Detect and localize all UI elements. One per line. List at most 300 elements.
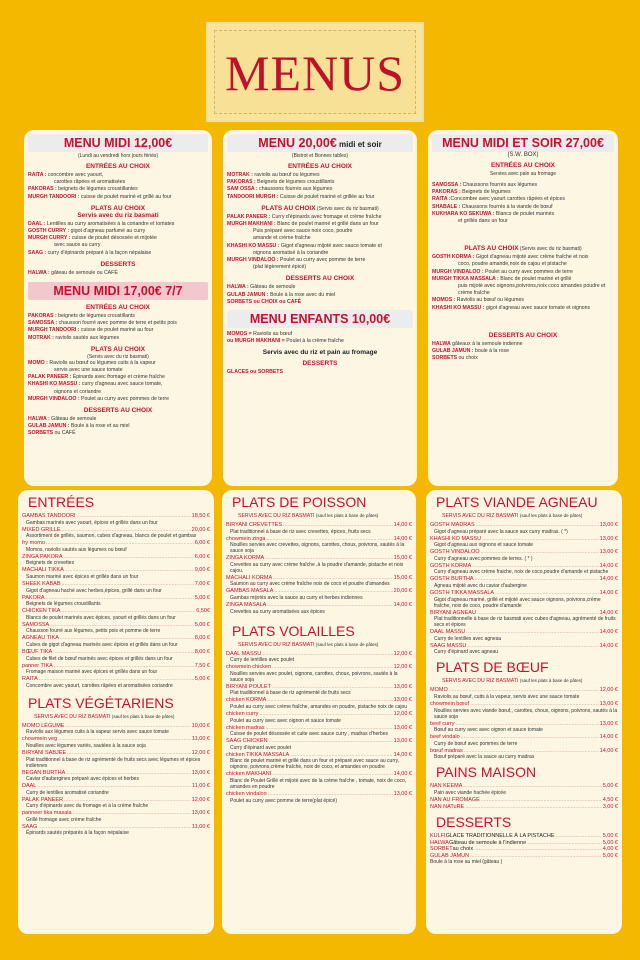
item-description: Gigot d'agneau préparé avec la sauce aux curry madras. ( *) bbox=[434, 528, 568, 535]
item-price: 13,00 € bbox=[393, 697, 412, 704]
card2-title-main: MENU 20,00€ bbox=[258, 136, 337, 150]
item-description: Crevettes au curry aromatisées aux épices bbox=[230, 608, 325, 615]
menu-line-text: amande et crème fraîche bbox=[253, 235, 311, 242]
price-row bbox=[430, 522, 618, 529]
item-extra: Gâteau de semoule à l'indienne bbox=[448, 839, 527, 846]
volailles-sub bbox=[238, 642, 412, 648]
dot-leader bbox=[266, 725, 393, 732]
item-description: Poulet au curry avec crème fraîche, amandes en poudre, pistache noix de cajou bbox=[230, 703, 408, 710]
item-price: 13,00 € bbox=[393, 738, 412, 745]
item-description: Gigot d'agneau aux oignons et sauce tomate bbox=[434, 542, 534, 549]
dot-leader bbox=[449, 687, 599, 694]
menu-line-text: Beignets de légumes bbox=[460, 189, 511, 196]
item-description: Cubes de gigot d'agneau marinés avec épices et grillés dans un four bbox=[26, 641, 178, 648]
menu-line-name: KHASHI KO MASSU : bbox=[227, 242, 280, 249]
card-agneau bbox=[426, 490, 622, 934]
item-description: Curry de lentilles aromatisé coriandre bbox=[26, 789, 109, 796]
dot-leader bbox=[272, 771, 392, 778]
menu-line-text: cuisse de poulet mariné et grillé au four bbox=[79, 193, 172, 200]
menu-line bbox=[432, 297, 614, 304]
card3-title-box bbox=[432, 134, 614, 152]
dot-leader bbox=[472, 563, 598, 570]
card2-plats-sub: (Servis avec du riz basmati) bbox=[315, 205, 379, 212]
menu-line bbox=[227, 299, 413, 306]
card1-plats2-sub: (Servis avec du riz basmati) bbox=[87, 353, 149, 360]
price-row bbox=[22, 527, 210, 534]
price-row bbox=[430, 536, 618, 543]
item-description: Épinards sautés préparés à la façon népalaise bbox=[26, 830, 129, 837]
item-price: 14,00 € bbox=[599, 747, 618, 754]
dot-leader bbox=[283, 522, 393, 529]
volailles-sub-main: SERVIS AVEC DU RIZ BASMATI bbox=[238, 641, 315, 648]
item-description: Bœuf au curry avec avec oignon et sauce tomate bbox=[434, 727, 543, 734]
menu-line bbox=[227, 257, 413, 264]
price-row bbox=[22, 567, 210, 574]
desserts-last: Boule à la rose au miel (gâteau ) bbox=[430, 859, 503, 866]
item-name: NAN KEEMA bbox=[430, 783, 463, 790]
card1-plats-heading: PLATS AU CHOIX bbox=[90, 204, 146, 212]
menu-line bbox=[28, 327, 208, 334]
item-description: Assortiment de grillés, saumon, cubes d'agneau, blancs de poulet et gambas bbox=[26, 533, 197, 540]
item-description: Curry de lentilles avec agneau bbox=[434, 635, 502, 642]
item-price: 5,00 € bbox=[602, 783, 618, 790]
dot-leader bbox=[262, 651, 392, 658]
dot-leader bbox=[50, 622, 194, 629]
menu-line bbox=[432, 305, 614, 312]
item-description: Concombre avec yaourt, carottes râpées et aromatisées coriandre bbox=[26, 682, 173, 689]
menu-line-name: SORBETS ou CHOIX ou CAFÉ bbox=[227, 298, 302, 305]
item-description: Plat traditionnel à base de riz agrémenté de fruits secs avec légumes et épices indiennes bbox=[26, 756, 201, 769]
menu-line-text: raviolis sautés aux légumes bbox=[53, 334, 120, 341]
card3-title: MENU MIDI ET SOIR 27,00€ bbox=[442, 136, 604, 150]
menu-line bbox=[227, 228, 413, 235]
item-name: GOSTH BURTHA bbox=[430, 576, 474, 583]
item-price: 15,00 € bbox=[393, 555, 412, 562]
item-description: Poulet au curry avec pomme de terre(plat épicé) bbox=[230, 797, 337, 804]
item-name: chicken madras bbox=[226, 724, 265, 731]
item-name: SORBET bbox=[430, 846, 453, 853]
menu-line-name: GULAB JAMUN : bbox=[28, 423, 70, 430]
price-row bbox=[430, 549, 618, 556]
menu-line-name: SAAG : bbox=[28, 249, 47, 256]
menu-line-text: ou CAFÉ bbox=[53, 430, 76, 437]
card2-enfants-sub: Servis avec du riz et pain au fromage bbox=[262, 349, 378, 357]
desserts-title: DESSERTS bbox=[436, 814, 512, 831]
boeuf-title: PLATS DE BŒUF bbox=[436, 659, 549, 676]
card3-subtitle: (S.W. BOX) bbox=[507, 152, 539, 158]
card-menu-midi-12 bbox=[24, 130, 212, 486]
item-price: 12,00 € bbox=[191, 796, 210, 803]
price-row bbox=[226, 575, 412, 582]
price-row bbox=[22, 513, 210, 520]
dot-leader bbox=[474, 846, 602, 853]
menu-line-text: Blancs de poulet marinés bbox=[494, 210, 555, 217]
card1-title-box bbox=[28, 134, 208, 152]
item-name: GOSTH TIKKA MASSALA bbox=[430, 589, 495, 596]
menu-line bbox=[432, 261, 614, 268]
price-row bbox=[430, 846, 618, 853]
menu-line-name: SAMOSSA : bbox=[432, 182, 462, 188]
item-description: Nouilles avec légumes variés, sautées à la sauce soja bbox=[26, 742, 146, 749]
item-price: 11,00 € bbox=[192, 783, 210, 790]
price-row bbox=[430, 576, 618, 583]
item-description: Curry d'agneau avec pommes de terres. ( * ) bbox=[434, 555, 533, 562]
item-name: NAN AU FROMAGE bbox=[430, 796, 480, 803]
price-row bbox=[430, 643, 618, 650]
item-description: Gigot d'agneau haché avec herbes,épices, grillé dans un four bbox=[26, 587, 162, 594]
card2-title-box bbox=[227, 134, 413, 152]
menu-line-text: Puis préparé avec sauce noix coco, poudre bbox=[253, 228, 353, 235]
price-row bbox=[22, 676, 210, 683]
vege-title: PLATS VÉGÉTARIENS bbox=[28, 694, 174, 711]
menu-line bbox=[432, 182, 614, 189]
card2-plats-heading bbox=[227, 205, 413, 212]
item-price: 5,00 € bbox=[602, 839, 618, 846]
item-price: 9,00 € bbox=[194, 567, 210, 574]
item-description: Momos, raviolis sautés aux légumes ou bœuf bbox=[26, 546, 127, 553]
item-name: AGNEAU TIKA bbox=[22, 635, 59, 642]
dot-leader bbox=[475, 576, 599, 583]
dot-leader bbox=[477, 610, 599, 617]
dot-leader bbox=[272, 664, 393, 671]
menu-line-text: Gâteau de semoule bbox=[248, 284, 296, 291]
menus-banner bbox=[206, 22, 424, 122]
item-price: 5,00 € bbox=[194, 594, 210, 601]
item-name: chowmein bœuf bbox=[430, 700, 470, 707]
item-price: 12,00 € bbox=[393, 664, 412, 671]
card1-entrees2-heading: ENTRÉES AU CHOIX bbox=[85, 304, 151, 312]
menu-line-name: MURGH VINDALOO : bbox=[28, 395, 80, 402]
menu-line-text: Raviolis au bœuf ou légumes bbox=[455, 297, 524, 304]
price-row bbox=[226, 664, 412, 671]
price-row bbox=[22, 797, 210, 804]
price-row bbox=[226, 791, 412, 798]
menu-line-name: SHABALE : bbox=[432, 203, 461, 210]
price-row bbox=[226, 725, 412, 732]
item-description: Cuisse de poulet désossée et cuite avec sauce curry , madras d'herbes bbox=[230, 731, 388, 738]
menu-line bbox=[28, 416, 208, 423]
menu-line-text: servis avec une sauce tomate bbox=[54, 367, 123, 374]
item-name: BIRYANI SABJEE bbox=[22, 749, 67, 756]
menu-line-name: SAM OSSA : bbox=[227, 186, 258, 193]
menu-line-text: avec sauce au curry bbox=[54, 242, 101, 249]
dot-leader bbox=[62, 527, 191, 534]
price-row bbox=[22, 540, 210, 547]
item-description: Plat traditionnel à base de riz avec crevettes, épices, fruits secs bbox=[230, 528, 371, 535]
item-name: GAMBAS TANDOORI bbox=[22, 513, 76, 519]
price-row bbox=[226, 555, 412, 562]
menu-line-name: MOMOS = bbox=[227, 331, 252, 338]
menu-line-name: MURGH CURRY : bbox=[28, 235, 71, 242]
dot-leader bbox=[467, 643, 598, 650]
menu-line-name: RAITA : bbox=[432, 196, 451, 203]
price-row bbox=[430, 721, 618, 728]
card2-plats-title: PLATS AU CHOIX bbox=[261, 204, 316, 212]
menu-line-name: PAKORAS : bbox=[28, 186, 57, 193]
vege-sub-note: (sauf les plats à base de pâtes) bbox=[111, 713, 175, 719]
menu-line-text: oignons et coriandre bbox=[54, 388, 102, 395]
dot-leader bbox=[62, 581, 194, 588]
price-row bbox=[226, 697, 412, 704]
card2-title2-box bbox=[227, 310, 413, 328]
item-price: 5,00 € bbox=[194, 676, 210, 683]
item-price: 14,00 € bbox=[599, 589, 618, 596]
item-description: Grillé fromage avec crème fraîche bbox=[26, 816, 102, 823]
item-description: Pain avec viande hachée épicée bbox=[434, 789, 506, 796]
price-row bbox=[430, 748, 618, 755]
menu-line bbox=[432, 276, 614, 283]
menu-line-text: Concombre avec yaourt carottes râpées et épices bbox=[450, 196, 565, 203]
menu-line-text: Blanc de poulet mariné et grillé bbox=[498, 275, 572, 282]
item-price: 14,00 € bbox=[599, 642, 618, 649]
menu-line bbox=[227, 292, 413, 299]
card1-plats-sub: Servis avec du riz basmati bbox=[77, 211, 159, 219]
poisson-sub-main: SERVIS AVEC DU RIZ BASMATI bbox=[238, 513, 315, 519]
item-description: Caviar d'aubergines préparé avec épices et herbes bbox=[26, 776, 139, 783]
menu-line-text: Poulet à la crème fraîche bbox=[284, 338, 344, 345]
item-description: Curry de lentilles avec poulet bbox=[230, 657, 295, 664]
card2-desserts-heading: DESSERTS AU CHOIX bbox=[285, 275, 355, 283]
item-name: MACHALI TIKKA bbox=[22, 567, 64, 574]
dot-leader bbox=[274, 588, 392, 595]
price-row bbox=[22, 723, 210, 730]
dot-leader bbox=[73, 810, 191, 817]
item-price: 13,00 € bbox=[599, 700, 618, 707]
menu-line bbox=[432, 254, 614, 261]
card-poisson bbox=[222, 490, 416, 934]
item-price: 14,00 € bbox=[599, 734, 618, 741]
item-name: BŒUF TIKA bbox=[22, 648, 53, 655]
menu-line bbox=[227, 338, 413, 345]
menu-line bbox=[432, 341, 614, 348]
item-name: PALAK PANEER bbox=[22, 796, 64, 803]
menu-line-text: (plat légèrement épicé) bbox=[253, 264, 307, 271]
menu-line-text: puis mijoté avec oignons,poivrons,noix coco amandes poudre et bbox=[458, 283, 606, 290]
menu-line bbox=[227, 194, 413, 201]
item-price: 6,00 € bbox=[194, 553, 210, 560]
dot-leader bbox=[466, 629, 598, 636]
item-price: 11,00 € bbox=[192, 823, 210, 830]
dot-leader bbox=[46, 540, 194, 547]
dot-leader bbox=[465, 804, 601, 811]
agneau-title: PLATS VIANDE AGNEAU bbox=[436, 494, 598, 510]
item-description: Agneau mijoté avec du caviar d'aubergine bbox=[434, 582, 527, 589]
dot-leader bbox=[46, 595, 194, 602]
poisson-sub bbox=[238, 513, 412, 519]
item-description: Cubes de filet de bœuf marinés avec épices et grillés dans un four bbox=[26, 655, 173, 662]
item-description: Nouilles servies avec viande bœuf,, carottes, choux, oignons, poivrons, sautés à la sauce soja bbox=[434, 707, 618, 720]
dot-leader bbox=[65, 567, 194, 574]
menu-line-text: gâteau de semoule ou CAFÉ bbox=[49, 269, 118, 276]
item-price: 5,00 € bbox=[194, 621, 210, 628]
menu-line bbox=[28, 430, 208, 437]
price-row bbox=[226, 752, 412, 759]
menu-line-name: MOTRAK : bbox=[28, 334, 54, 341]
item-name: chicken curry bbox=[226, 710, 259, 717]
item-price: 4,50 € bbox=[602, 796, 618, 803]
item-name: CHICKEN TIKA bbox=[22, 608, 61, 615]
item-description: Nouilles servies avec poulet, oignons, carottes, choux, poivrons, sautés à la sauce soja bbox=[230, 670, 398, 683]
menu-line-name: PALAK PANEER : bbox=[28, 374, 72, 381]
menu-line bbox=[28, 335, 208, 342]
menu-line bbox=[28, 374, 208, 381]
item-name: GOSTH MADRAS bbox=[430, 522, 475, 528]
menu-line-text: Gâteau de semoule bbox=[49, 416, 97, 423]
card3-entrees-sub: Servies avec pain au fromage bbox=[489, 171, 557, 177]
price-row bbox=[430, 590, 618, 597]
menu-line bbox=[227, 331, 413, 338]
card2-title bbox=[227, 136, 413, 150]
price-row bbox=[22, 649, 210, 656]
item-description: Saumon au curry avec crème fraîche noix de coco et poudre d'amandes bbox=[230, 581, 390, 588]
item-price: 3,00 € bbox=[602, 803, 618, 810]
item-description: Bœuf préparé avec la sauce au curry madras bbox=[434, 754, 535, 761]
item-price: 13,00 € bbox=[599, 720, 618, 727]
menu-line-text: et grillés dans un four bbox=[458, 218, 508, 225]
item-price: 4,00 € bbox=[602, 846, 618, 853]
dot-leader bbox=[259, 711, 392, 718]
item-price: 13,00 € bbox=[599, 549, 618, 556]
item-price: 14,00 € bbox=[599, 629, 618, 636]
dot-leader bbox=[268, 791, 393, 798]
price-row bbox=[226, 738, 412, 745]
menu-line-text: Boule à la rose avec du miel bbox=[268, 291, 336, 298]
item-name: KHASHI KO MASSU bbox=[430, 535, 482, 542]
dot-leader bbox=[267, 602, 392, 609]
menu-line-text: Poulet au curry avec pommes de terre bbox=[79, 395, 169, 402]
menu-line-text: Cuisse de poulet mariné et grillée au four bbox=[278, 193, 375, 200]
menu-line-text: cuisse de poulet désossée et mijotée bbox=[70, 235, 157, 242]
price-row bbox=[22, 783, 210, 790]
menu-line bbox=[28, 194, 208, 201]
item-description: Plat traditionnel à base de riz agrémenté de fruits secs bbox=[230, 690, 351, 697]
item-description: Gambas marinés avec yaourt, épices et grillés dans un four bbox=[26, 519, 158, 526]
menu-line bbox=[432, 211, 614, 218]
dot-leader bbox=[481, 797, 602, 804]
entrees-title: ENTRÉES bbox=[28, 494, 95, 510]
boeuf-sub-main: SERVIS AVEC DU RIZ BASMATI bbox=[442, 678, 519, 685]
dot-leader bbox=[476, 522, 599, 529]
item-name: beef vindalo bbox=[430, 734, 460, 741]
item-price: 12,00 € bbox=[393, 650, 412, 657]
price-row bbox=[430, 783, 618, 790]
menu-line bbox=[227, 243, 413, 250]
menu-line-text: boule à la rose bbox=[473, 348, 509, 355]
item-name: beef curry bbox=[430, 720, 455, 727]
item-name: DAAL MASSU bbox=[226, 650, 262, 657]
item-name: KULFI bbox=[430, 833, 446, 840]
menu-line bbox=[432, 204, 614, 211]
menu-line bbox=[28, 235, 208, 242]
item-price: 15,00 € bbox=[393, 574, 412, 581]
price-row bbox=[430, 840, 618, 847]
price-row bbox=[430, 734, 618, 741]
item-description: Curry d'agneau avec crème fraiche, noix de coco,poudre d'amande et pistache bbox=[434, 569, 609, 576]
menu-line-name: PAKORAS : bbox=[28, 313, 57, 320]
item-price: 20,00 € bbox=[191, 526, 210, 533]
item-name: chowmein zinga bbox=[226, 535, 266, 542]
card2-desserts2: GLACES ou SORBETS bbox=[227, 369, 283, 376]
dot-leader bbox=[464, 748, 599, 755]
menu-line-name: MOTRAK : bbox=[227, 172, 253, 178]
item-name: SAMOSSA bbox=[22, 621, 50, 628]
item-name: SAAG bbox=[22, 823, 38, 830]
menu-line bbox=[28, 172, 208, 179]
menu-line-name: GULAB JAMUN : bbox=[432, 348, 474, 355]
menu-line-name: MURGH TANDOORI : bbox=[28, 327, 80, 334]
menu-line-name: SAMOSSA : bbox=[28, 320, 58, 327]
item-name: ZINGA KORMA bbox=[226, 555, 265, 562]
menu-line-text: Lentilles au curry aromatisées à la coriandre et tomates bbox=[45, 220, 175, 227]
menu-line bbox=[28, 242, 208, 249]
item-price: 14,00 € bbox=[393, 522, 412, 528]
menu-line-text: ou choix bbox=[457, 355, 478, 362]
item-price: 12,00 € bbox=[191, 749, 210, 756]
menu-line-text: gigot d'agneau avec sauce tomate et oignons bbox=[484, 304, 591, 311]
item-name: HALWA bbox=[430, 839, 449, 846]
item-extra: au choix bbox=[452, 846, 474, 853]
item-price: 10,00 € bbox=[191, 722, 210, 729]
menu-line-name: GOSTH KORMA : bbox=[432, 254, 475, 261]
menu-line-text: Épinards avec fromage et crème fraîche bbox=[71, 374, 166, 381]
item-name: MIXED GRILLE bbox=[22, 526, 61, 533]
menu-line bbox=[28, 396, 208, 403]
item-description: Curry de bœuf avec pommes de terre bbox=[434, 740, 518, 747]
price-row bbox=[226, 536, 412, 543]
price-row bbox=[430, 804, 618, 811]
item-name: MACHALI KORMA bbox=[226, 574, 273, 581]
card1-title2: MENU MIDI 17,00€ 7/7 bbox=[53, 284, 183, 299]
item-price: 18,50 € bbox=[191, 513, 210, 519]
dot-leader bbox=[58, 736, 191, 743]
dot-leader bbox=[53, 649, 194, 656]
item-price: 11,00 € bbox=[192, 736, 210, 743]
dot-leader bbox=[266, 536, 392, 543]
price-row bbox=[22, 663, 210, 670]
card1-plats2-heading: PLATS AU CHOIX bbox=[90, 345, 146, 353]
card3-entrees-heading: ENTRÉES AU CHOIX bbox=[490, 162, 556, 169]
item-name: DAAL bbox=[22, 783, 37, 790]
item-price: 12,00 € bbox=[393, 710, 412, 717]
item-price: 20,00 € bbox=[393, 588, 412, 595]
price-row bbox=[226, 684, 412, 691]
agneau-sub-note: (sauf les plats à base de pâtes) bbox=[519, 513, 583, 518]
card1-title2-box bbox=[28, 282, 208, 300]
dot-leader bbox=[273, 575, 392, 582]
poisson-title: PLATS DE POISSON bbox=[232, 494, 367, 510]
item-name: BIRYANI POULET bbox=[226, 683, 272, 690]
item-price: 14,00 € bbox=[393, 751, 412, 758]
item-name: BIRYANI CREVETTES bbox=[226, 522, 283, 528]
menu-line-text: chaussons fourrés aux légumes bbox=[257, 186, 333, 193]
card1-subtitle: (Lundi au vendredi hors jours fériés) bbox=[77, 153, 159, 159]
menu-line-name: SORBETS bbox=[432, 355, 458, 362]
price-row bbox=[22, 595, 210, 602]
item-name: GOSTH KORMA bbox=[430, 562, 472, 569]
price-row bbox=[22, 635, 210, 642]
dot-leader bbox=[37, 783, 191, 790]
item-description: Chausson fourré aux légumes, petits pois et pomme de terre bbox=[26, 628, 161, 635]
item-price: 13,00 € bbox=[393, 790, 412, 797]
item-name: GOSTH VINDALOO bbox=[430, 549, 480, 556]
dot-leader bbox=[267, 697, 392, 704]
agneau-sub bbox=[442, 513, 618, 519]
item-price: 14,00 € bbox=[599, 562, 618, 569]
item-name: RAITA bbox=[22, 676, 38, 683]
item-description: Nouilles servies avec crevettes, oignons, carottes, choux, poivrons, sautés à la sauce soja bbox=[230, 542, 405, 555]
item-price: 14,00 € bbox=[599, 576, 618, 583]
item-name: ZINGA PAKORA bbox=[22, 553, 63, 560]
